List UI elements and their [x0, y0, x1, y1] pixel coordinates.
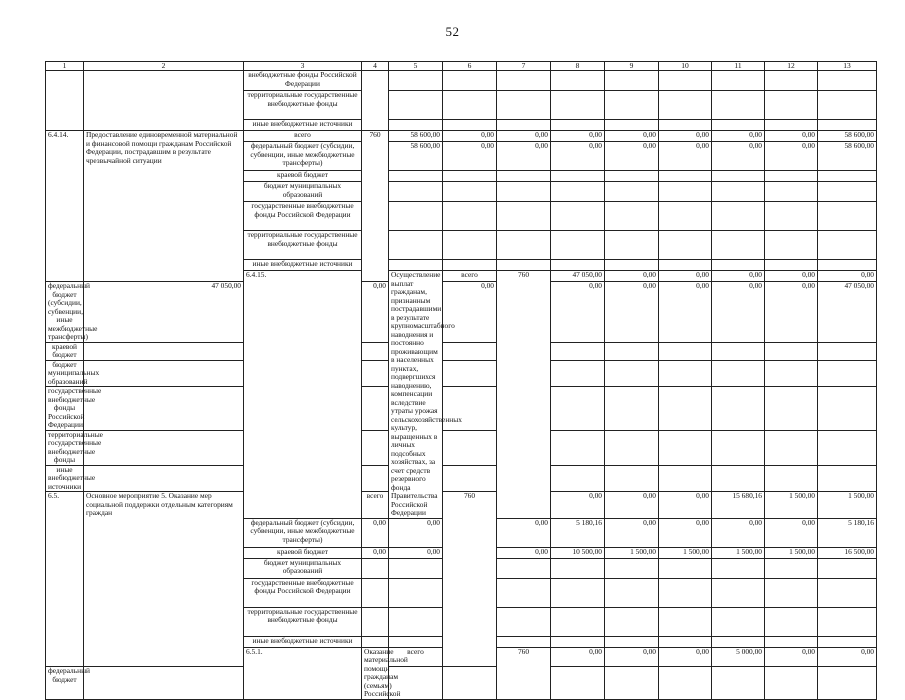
amount-cell — [551, 465, 605, 492]
amount-cell — [712, 182, 765, 202]
column-header: 12 — [765, 62, 818, 71]
table-row — [46, 360, 877, 387]
amount-cell — [712, 430, 765, 465]
amount-cell: 1 500,00 — [712, 547, 765, 558]
amount-cell — [659, 182, 712, 202]
amount-cell — [659, 636, 712, 647]
column-header: 6 — [443, 62, 497, 71]
amount-cell — [443, 71, 497, 91]
funding-source: иные внебюджетные источники — [244, 260, 362, 271]
funding-source: бюджет муниципальных образований — [244, 182, 362, 202]
funding-source: территориальные государственные внебюджетные фонды — [244, 91, 362, 120]
amount-cell — [818, 360, 877, 387]
amount-cell: 0,00 — [497, 142, 551, 171]
amount-cell — [605, 182, 659, 202]
funding-source: федеральный бюджет (субсидии, субвенции, иные межбюджетные трансферты) — [46, 282, 84, 343]
amount-cell — [765, 71, 818, 91]
amount-cell — [443, 667, 497, 699]
amount-cell — [765, 202, 818, 231]
column-header: 13 — [818, 62, 877, 71]
funding-source: территориальные государственные внебюджетные фонды — [244, 231, 362, 260]
funding-source: федеральный бюджет (субсидии, субвенции, иные межбюджетные трансферты) — [244, 518, 362, 547]
funding-source: территориальные государственные внебюджетные фонды — [244, 607, 362, 636]
amount-cell: 0,00 — [389, 518, 443, 547]
amount-cell: 0,00 — [605, 518, 659, 547]
amount-cell — [605, 578, 659, 607]
amount-cell — [497, 71, 551, 91]
amount-cell — [605, 171, 659, 182]
funding-source: территориальные государственные внебюджетные фонды — [46, 430, 84, 465]
amount-cell — [362, 342, 389, 360]
amount-cell — [605, 430, 659, 465]
funding-source: всего — [389, 647, 443, 667]
amount-cell: 0,00 — [765, 131, 818, 142]
amount-cell — [362, 430, 389, 465]
row-code: 6.5. — [46, 492, 84, 667]
amount-cell — [389, 171, 443, 182]
amount-cell — [712, 465, 765, 492]
amount-cell: 58 600,00 — [818, 131, 877, 142]
amount-cell: 0,00 — [605, 271, 659, 282]
header-row — [46, 62, 877, 71]
amount-cell — [712, 71, 765, 91]
amount-cell: 0,00 — [551, 492, 605, 519]
column-header: 10 — [659, 62, 712, 71]
grbs-code: 760 — [497, 271, 551, 519]
amount-cell: 0,00 — [712, 142, 765, 171]
amount-cell — [551, 607, 605, 636]
amount-cell: 0,00 — [765, 282, 818, 343]
amount-cell — [551, 231, 605, 260]
amount-cell — [712, 202, 765, 231]
amount-cell — [605, 71, 659, 91]
grbs-code: 760 — [497, 647, 551, 699]
funding-source: федеральный бюджет (субсидии, субвенции, иные межбюджетные трансферты) — [244, 142, 362, 171]
amount-cell — [818, 342, 877, 360]
amount-cell — [497, 182, 551, 202]
row-code — [46, 71, 84, 131]
row-name: Оказание материальной помощи гражданам (семьям) Российской — [362, 647, 389, 699]
grbs-code: 760 — [362, 131, 389, 282]
amount-cell — [551, 342, 605, 360]
amount-cell: 0,00 — [765, 647, 818, 667]
amount-cell — [818, 430, 877, 465]
amount-cell — [551, 202, 605, 231]
column-header: 8 — [551, 62, 605, 71]
amount-cell — [765, 607, 818, 636]
row-name — [84, 71, 244, 131]
amount-cell — [605, 260, 659, 271]
amount-cell — [443, 120, 497, 131]
column-header: 5 — [389, 62, 443, 71]
amount-cell — [84, 387, 244, 431]
amount-cell: 47 050,00 — [84, 282, 244, 343]
amount-cell — [443, 182, 497, 202]
funding-source: всего — [362, 492, 389, 519]
amount-cell: 0,00 — [712, 271, 765, 282]
table-row — [46, 342, 877, 360]
amount-cell: 0,00 — [818, 647, 877, 667]
amount-cell — [389, 558, 443, 578]
amount-cell — [659, 578, 712, 607]
amount-cell — [443, 465, 497, 492]
amount-cell — [551, 636, 605, 647]
row-code: 6.4.15. — [244, 271, 362, 519]
amount-cell — [818, 71, 877, 91]
amount-cell — [497, 607, 551, 636]
funding-source: бюджет муниципальных образований — [244, 558, 362, 578]
amount-cell — [605, 342, 659, 360]
amount-cell — [84, 430, 244, 465]
amount-cell — [389, 636, 443, 647]
amount-cell: 1 500,00 — [765, 547, 818, 558]
amount-cell — [659, 430, 712, 465]
amount-cell: 0,00 — [659, 518, 712, 547]
amount-cell — [362, 607, 389, 636]
amount-cell — [84, 342, 244, 360]
amount-cell — [443, 260, 497, 271]
amount-cell — [389, 91, 443, 120]
amount-cell — [712, 667, 765, 699]
amount-cell — [389, 260, 443, 271]
amount-cell — [659, 202, 712, 231]
amount-cell — [389, 231, 443, 260]
funding-source: всего — [443, 271, 497, 282]
amount-cell: 58 600,00 — [389, 142, 443, 171]
amount-cell: 0,00 — [497, 547, 551, 558]
amount-cell: 5 180,16 — [818, 518, 877, 547]
amount-cell — [389, 578, 443, 607]
table-row — [46, 465, 877, 492]
amount-cell — [765, 342, 818, 360]
amount-cell — [712, 120, 765, 131]
amount-cell — [497, 171, 551, 182]
amount-cell: 0,00 — [551, 131, 605, 142]
row-name: Предоставление единовременной материальной и финансовой помощи гражданам Российской Федерации, пострадавшим в результате чрезвычайной ситуации — [84, 131, 244, 282]
column-header: 2 — [84, 62, 244, 71]
amount-cell: 0,00 — [659, 647, 712, 667]
amount-cell — [765, 430, 818, 465]
amount-cell — [389, 607, 443, 636]
amount-cell — [497, 202, 551, 231]
amount-cell — [712, 260, 765, 271]
amount-cell — [818, 231, 877, 260]
amount-cell — [443, 430, 497, 465]
amount-cell: 0,00 — [443, 142, 497, 171]
amount-cell — [765, 182, 818, 202]
amount-cell: 0,00 — [605, 282, 659, 343]
amount-cell — [551, 360, 605, 387]
amount-cell — [497, 231, 551, 260]
amount-cell — [362, 558, 389, 578]
table-row — [46, 667, 877, 699]
amount-cell — [818, 91, 877, 120]
amount-cell — [605, 91, 659, 120]
amount-cell — [551, 182, 605, 202]
amount-cell: 0,00 — [659, 282, 712, 343]
amount-cell — [818, 607, 877, 636]
table-row — [46, 430, 877, 465]
amount-cell: 5 000,00 — [712, 647, 765, 667]
amount-cell: 16 500,00 — [818, 547, 877, 558]
amount-cell: 5 180,16 — [551, 518, 605, 547]
table-row — [46, 282, 877, 343]
funding-source: федеральный бюджет — [46, 667, 84, 699]
amount-cell: 0,00 — [712, 518, 765, 547]
amount-cell: 0,00 — [659, 271, 712, 282]
amount-cell — [551, 91, 605, 120]
amount-cell — [551, 558, 605, 578]
funding-source: государственные внебюджетные фонды Российской Федерации — [244, 578, 362, 607]
row-code: 6.5.1. — [244, 647, 362, 699]
amount-cell: 1 500,00 — [765, 492, 818, 519]
amount-cell — [659, 607, 712, 636]
amount-cell — [765, 231, 818, 260]
amount-cell: 0,00 — [362, 518, 389, 547]
amount-cell — [659, 71, 712, 91]
funding-source: краевой бюджет — [244, 547, 362, 558]
amount-cell: 0,00 — [659, 142, 712, 171]
amount-cell — [362, 465, 389, 492]
amount-cell — [659, 91, 712, 120]
amount-cell — [497, 91, 551, 120]
funding-source: государственные внебюджетные фонды Российской Федерации — [46, 387, 84, 431]
amount-cell: 58 600,00 — [818, 142, 877, 171]
amount-cell — [712, 231, 765, 260]
amount-cell — [659, 342, 712, 360]
amount-cell — [362, 360, 389, 387]
amount-cell: 0,00 — [362, 547, 389, 558]
row-name: Основное мероприятие 5. Оказание мер социальной поддержки отдельным категориям граждан — [84, 492, 244, 667]
funding-source: краевой бюджет — [244, 171, 362, 182]
amount-cell — [551, 71, 605, 91]
column-header: 7 — [497, 62, 551, 71]
amount-cell: 15 680,16 — [712, 492, 765, 519]
amount-cell — [443, 202, 497, 231]
amount-cell — [659, 465, 712, 492]
funding-source: краевой бюджет — [46, 342, 84, 360]
amount-cell — [551, 430, 605, 465]
amount-cell — [765, 360, 818, 387]
amount-cell — [765, 667, 818, 699]
amount-cell: 0,00 — [497, 131, 551, 142]
amount-cell — [712, 387, 765, 431]
amount-cell — [605, 465, 659, 492]
row-code: 6.4.14. — [46, 131, 84, 282]
amount-cell — [605, 202, 659, 231]
amount-cell — [605, 360, 659, 387]
amount-cell — [818, 578, 877, 607]
amount-cell: 0,00 — [551, 142, 605, 171]
amount-cell — [389, 71, 443, 91]
column-header: 3 — [244, 62, 362, 71]
grbs-code: 760 — [443, 492, 497, 667]
amount-cell — [551, 578, 605, 607]
amount-cell — [765, 636, 818, 647]
amount-cell — [712, 636, 765, 647]
amount-cell — [443, 91, 497, 120]
amount-cell — [818, 171, 877, 182]
amount-cell: 0,00 — [605, 131, 659, 142]
column-header: 1 — [46, 62, 84, 71]
funding-source: иные внебюджетные источники — [244, 120, 362, 131]
amount-cell — [84, 360, 244, 387]
amount-cell: 0,00 — [659, 492, 712, 519]
amount-cell: 58 600,00 — [389, 131, 443, 142]
amount-cell — [818, 202, 877, 231]
amount-cell — [84, 465, 244, 492]
amount-cell: 0,00 — [818, 271, 877, 282]
amount-cell — [443, 171, 497, 182]
amount-cell: 1 500,00 — [605, 547, 659, 558]
amount-cell — [497, 558, 551, 578]
amount-cell — [605, 667, 659, 699]
table-row — [46, 71, 877, 91]
amount-cell: 0,00 — [765, 518, 818, 547]
amount-cell — [362, 636, 389, 647]
amount-cell — [765, 260, 818, 271]
amount-cell: 0,00 — [659, 131, 712, 142]
amount-cell: 0,00 — [605, 142, 659, 171]
amount-cell — [818, 667, 877, 699]
amount-cell: 10 500,00 — [551, 547, 605, 558]
amount-cell — [497, 260, 551, 271]
amount-cell — [389, 182, 443, 202]
amount-cell — [443, 231, 497, 260]
amount-cell — [362, 578, 389, 607]
amount-cell — [497, 120, 551, 131]
amount-cell — [362, 387, 389, 431]
amount-cell: 0,00 — [443, 131, 497, 142]
amount-cell — [389, 202, 443, 231]
amount-cell — [765, 171, 818, 182]
amount-cell: 0,00 — [497, 518, 551, 547]
amount-cell: 1 500,00 — [818, 492, 877, 519]
amount-cell — [712, 607, 765, 636]
amount-cell — [765, 91, 818, 120]
amount-cell: 0,00 — [712, 282, 765, 343]
amount-cell: 0,00 — [551, 647, 605, 667]
amount-cell — [818, 387, 877, 431]
amount-cell — [818, 182, 877, 202]
grbs-code — [362, 71, 389, 131]
amount-cell: 0,00 — [712, 131, 765, 142]
amount-cell — [659, 171, 712, 182]
amount-cell: 0,00 — [765, 271, 818, 282]
amount-cell — [712, 558, 765, 578]
amount-cell: 0,00 — [605, 492, 659, 519]
amount-cell — [84, 667, 244, 699]
amount-cell — [389, 120, 443, 131]
amount-cell — [551, 120, 605, 131]
amount-cell: 0,00 — [389, 547, 443, 558]
column-header: 11 — [712, 62, 765, 71]
funding-source: государственные внебюджетные фонды Российской Федерации — [244, 202, 362, 231]
amount-cell: 0,00 — [765, 142, 818, 171]
amount-cell — [659, 120, 712, 131]
row-name: Осуществление выплат гражданам, признанным пострадавшими в результате крупномасштабного наводнения и постоянно проживающим в населенных пунктах, подвергшихся наводнению, компенсации вследствие утраты урожая сельскохозяйственных культур, выращенных в личных подсобных хозяйствах, за счет средств резервного фонда Правительства Российской Федерации — [389, 271, 443, 519]
amount-cell — [605, 120, 659, 131]
amount-cell — [818, 636, 877, 647]
table-row — [46, 492, 877, 519]
amount-cell — [443, 342, 497, 360]
column-header: 9 — [605, 62, 659, 71]
amount-cell — [659, 558, 712, 578]
amount-cell — [497, 636, 551, 647]
amount-cell — [818, 558, 877, 578]
amount-cell: 0,00 — [605, 647, 659, 667]
page-number: 52 — [445, 24, 460, 39]
amount-cell: 1 500,00 — [659, 547, 712, 558]
amount-cell — [605, 231, 659, 260]
amount-cell: 47 050,00 — [551, 271, 605, 282]
column-header: 4 — [362, 62, 389, 71]
amount-cell — [818, 120, 877, 131]
amount-cell — [818, 260, 877, 271]
amount-cell: 0,00 — [551, 282, 605, 343]
amount-cell: 0,00 — [362, 282, 389, 343]
funding-source: бюджет муниципальных образований — [46, 360, 84, 387]
amount-cell — [765, 578, 818, 607]
amount-cell — [765, 465, 818, 492]
amount-cell — [605, 387, 659, 431]
budget-table — [45, 61, 877, 700]
amount-cell — [765, 558, 818, 578]
funding-source: внебюджетные фонды Российской Федерации — [244, 71, 362, 91]
amount-cell — [818, 465, 877, 492]
amount-cell — [712, 171, 765, 182]
amount-cell — [659, 387, 712, 431]
amount-cell — [712, 91, 765, 120]
funding-source: иные внебюджетные источники — [46, 465, 84, 492]
amount-cell — [659, 231, 712, 260]
amount-cell — [659, 667, 712, 699]
amount-cell — [712, 578, 765, 607]
amount-cell — [659, 260, 712, 271]
amount-cell — [605, 607, 659, 636]
amount-cell — [605, 636, 659, 647]
amount-cell: 0,00 — [443, 282, 497, 343]
amount-cell — [443, 360, 497, 387]
amount-cell — [712, 360, 765, 387]
amount-cell: 47 050,00 — [818, 282, 877, 343]
amount-cell — [551, 260, 605, 271]
amount-cell — [605, 558, 659, 578]
amount-cell — [765, 387, 818, 431]
amount-cell — [551, 387, 605, 431]
amount-cell — [712, 342, 765, 360]
amount-cell — [659, 360, 712, 387]
funding-source: иные внебюджетные источники — [244, 636, 362, 647]
amount-cell — [551, 667, 605, 699]
amount-cell — [765, 120, 818, 131]
table-row — [46, 131, 877, 142]
funding-source: всего — [244, 131, 362, 142]
amount-cell — [497, 578, 551, 607]
amount-cell — [551, 171, 605, 182]
